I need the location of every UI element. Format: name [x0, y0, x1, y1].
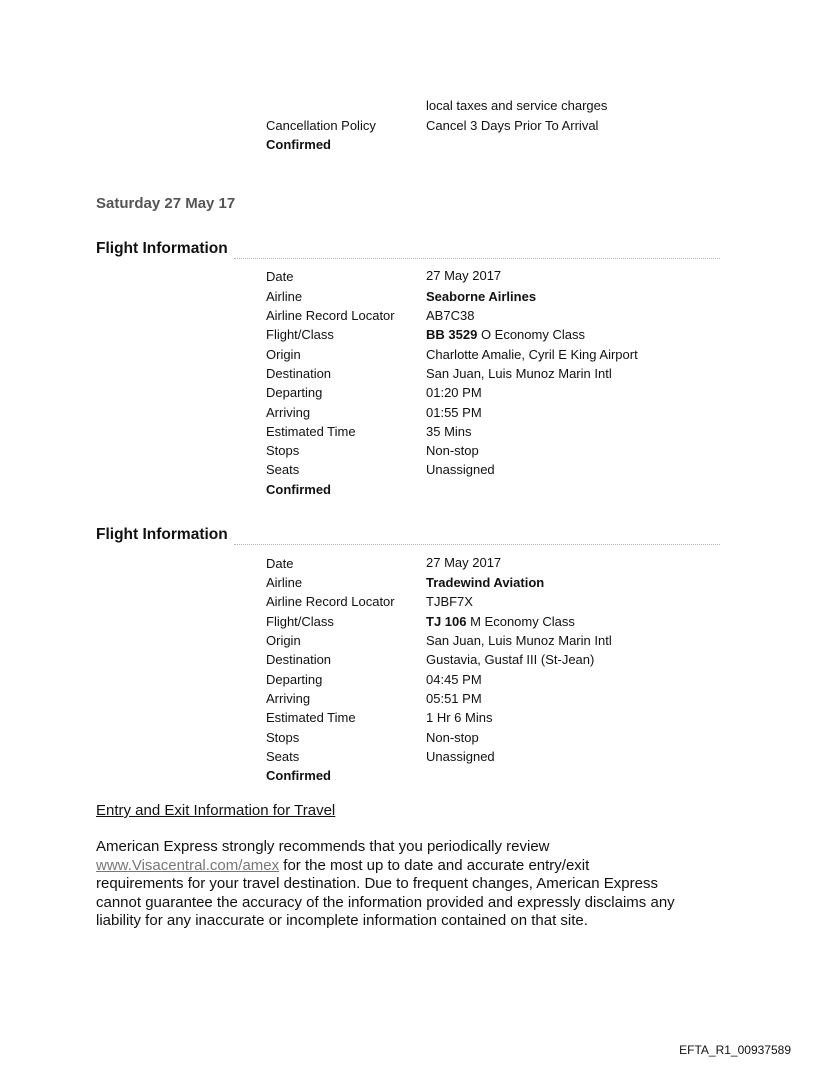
flight-2-destination: Gustavia, Gustaf III (St-Jean) [426, 652, 595, 667]
flight-1-destination: San Juan, Luis Munoz Marin Intl [426, 366, 612, 381]
flight-1-stops: Non-stop [426, 443, 479, 458]
flight-1-date-label: Date [266, 269, 294, 284]
entry-line-4: cannot guarantee the accuracy of the information provided and expressly disclaims any [96, 893, 675, 911]
document-id: EFTA_R1_00937589 [679, 1043, 791, 1057]
flight-1-arriving-label: Arriving [266, 405, 311, 420]
flight-2-flight-number: TJ 106 [426, 614, 467, 629]
flight-2-arriving-label: Arriving [266, 691, 311, 706]
flight-1-locator-label: Airline Record Locator [266, 308, 395, 323]
flight-2-est-label: Estimated Time [266, 710, 356, 725]
flight-1-flightclass [426, 327, 585, 343]
flight-1-est-label: Estimated Time [266, 424, 356, 439]
flight-1-origin-label: Origin [266, 347, 301, 362]
entry-exit-title: Entry and Exit Information for Travel [96, 802, 336, 819]
cancellation-policy-value: Cancel 3 Days Prior To Arrival [426, 118, 599, 133]
visacentral-link[interactable]: www.Visacentral.com/amex [96, 856, 280, 874]
flight-2-locator: TJBF7X [426, 594, 473, 609]
flight-1-status: Confirmed [266, 482, 331, 497]
flight-2-est: 1 Hr 6 Mins [426, 710, 493, 725]
flight-2-airline-label: Airline [266, 575, 303, 590]
entry-line-3: requirements for your travel destination. Due to frequent changes, American Express [96, 875, 658, 892]
flight-2-divider [234, 544, 720, 545]
flight-1-est: 35 Mins [426, 424, 472, 439]
flight-2-seats: Unassigned [426, 749, 495, 764]
entry-line-5: liability for any inaccurate or incomplete information contained on that site. [96, 912, 588, 929]
flight-1-departing-label: Departing [266, 385, 323, 400]
flight-2-seats-label: Seats [266, 749, 300, 764]
flight-1-destination-label: Destination [266, 366, 332, 381]
flight-1-flight-number: BB 3529 [426, 327, 478, 342]
flight-2-destination-label: Destination [266, 652, 332, 667]
flight-1-arriving: 01:55 PM [426, 405, 482, 420]
flight-2-airline: Tradewind Aviation [426, 575, 545, 590]
flight-2-locator-label: Airline Record Locator [266, 594, 395, 609]
flight-1-origin: Charlotte Amalie, Cyril E King Airport [426, 347, 638, 362]
flight-2-origin-label: Origin [266, 633, 301, 648]
flight-2-arriving: 05:51 PM [426, 691, 482, 706]
entry-exit-paragraph [96, 838, 736, 931]
flight-2-departing: 04:45 PM [426, 672, 482, 687]
flight-1-departing: 01:20 PM [426, 385, 482, 400]
flight-1-divider [234, 258, 720, 259]
entry-line-2 [96, 857, 736, 876]
flight-2-stops: Non-stop [426, 730, 479, 745]
flight-2-departing-label: Departing [266, 672, 323, 687]
flight-2-heading: Flight Information [96, 526, 228, 543]
flight-1-class: O Economy Class [480, 327, 585, 342]
flight-1-seats: Unassigned [426, 462, 495, 477]
flight-2-class: M Economy Class [470, 614, 575, 629]
flight-2-date: 27 May 2017 [426, 555, 502, 570]
flight-2-flightclass [426, 614, 575, 630]
flight-1-flightclass-label: Flight/Class [266, 327, 334, 342]
entry-line-1: American Express strongly recommends that you periodically review [96, 838, 550, 855]
flight-2-stops-label: Stops [266, 730, 300, 745]
flight-2-status: Confirmed [266, 768, 331, 783]
flight-1-heading: Flight Information [96, 240, 228, 257]
hotel-taxes-note: local taxes and service charges [426, 98, 608, 113]
flight-1-locator: AB7C38 [426, 308, 475, 323]
flight-1-stops-label: Stops [266, 443, 300, 458]
day-heading: Saturday 27 May 17 [96, 195, 236, 212]
flight-2-flightclass-label: Flight/Class [266, 614, 334, 629]
flight-2-origin: San Juan, Luis Munoz Marin Intl [426, 633, 612, 648]
hotel-status: Confirmed [266, 137, 331, 152]
flight-1-date: 27 May 2017 [426, 268, 502, 283]
flight-1-airline-label: Airline [266, 289, 303, 304]
flight-1-airline: Seaborne Airlines [426, 289, 537, 304]
flight-2-date-label: Date [266, 556, 294, 571]
entry-line-2-rest: for the most up to date and accurate entry/exit [279, 856, 590, 874]
flight-1-seats-label: Seats [266, 462, 300, 477]
cancellation-policy-label: Cancellation Policy [266, 118, 376, 133]
